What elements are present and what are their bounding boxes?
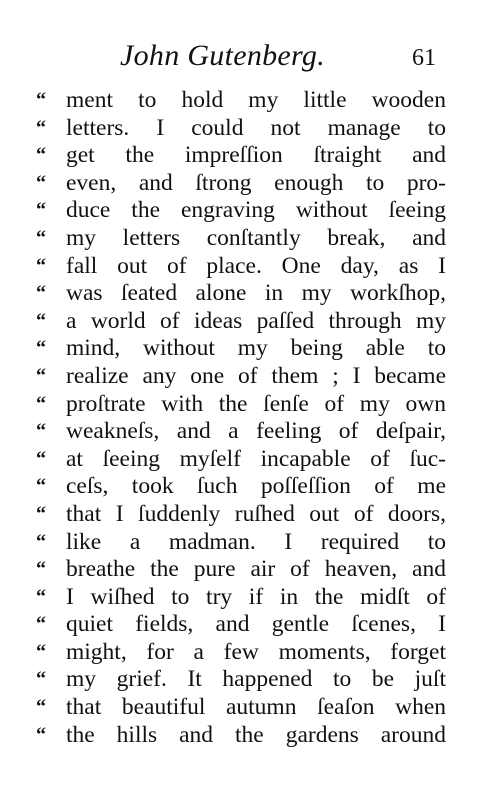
line-text: my letters conſtantly break, and — [66, 224, 446, 251]
line-text: at ſeeing myſelf incapable of ſuc- — [66, 445, 446, 472]
quotation-mark: “ — [36, 144, 46, 167]
line-text: proſtrate with the ſenſe of my own — [66, 390, 446, 417]
text-line — [0, 252, 491, 280]
text-line — [0, 528, 491, 556]
text-line — [0, 307, 491, 335]
text-line — [0, 114, 491, 142]
line-text: a world of ideas paſſed through my — [66, 307, 446, 334]
line-text: was ſeated alone in my workſhop, — [66, 280, 446, 307]
line-text: breathe the pure air of heaven, and — [66, 556, 446, 583]
line-text: ceſs, took ſuch poſſeſſion of me — [66, 473, 446, 500]
line-text: the hills and the gardens around — [66, 721, 446, 748]
text-line — [0, 500, 491, 528]
quotation-mark: “ — [36, 337, 46, 360]
text-line — [0, 583, 491, 611]
quotation-mark: “ — [36, 696, 46, 719]
running-title: John Gutenberg. — [120, 39, 326, 72]
quotation-mark: “ — [36, 309, 46, 332]
quotation-mark: “ — [36, 282, 46, 305]
quotation-mark: “ — [36, 392, 46, 415]
line-text: duce the engraving without ſeeing — [66, 197, 446, 224]
line-text: letters. I could not manage to — [66, 114, 446, 141]
text-line — [0, 224, 491, 252]
line-text: fall out of place. One day, as I — [66, 252, 446, 279]
text-line — [0, 169, 491, 197]
quotation-mark: “ — [36, 475, 46, 498]
quotation-mark: “ — [36, 502, 46, 525]
line-text: even, and ſtrong enough to pro- — [66, 169, 446, 196]
text-line — [0, 721, 491, 749]
quotation-mark: “ — [36, 254, 46, 277]
line-text: that I ſuddenly ruſhed out of doors, — [66, 500, 446, 527]
line-text: weakneſs, and a feeling of deſpair, — [66, 418, 446, 445]
text-line — [0, 693, 491, 721]
line-text: like a madman. I required to — [66, 528, 446, 555]
quotation-mark: “ — [36, 447, 46, 470]
line-text: ment to hold my little wooden — [66, 87, 446, 113]
quotation-mark: “ — [36, 723, 46, 746]
text-line — [0, 362, 491, 390]
text-line — [0, 417, 491, 445]
page-number: 61 — [412, 45, 436, 71]
quotation-mark: “ — [36, 364, 46, 387]
text-line — [0, 610, 491, 638]
text-line — [0, 334, 491, 362]
text-line — [0, 665, 491, 693]
quotation-mark: “ — [36, 420, 46, 443]
line-text: quiet fields, and gentle ſcenes, I — [66, 611, 446, 638]
quotation-mark: “ — [36, 226, 46, 249]
text-line — [0, 472, 491, 500]
text-line — [0, 390, 491, 418]
line-text: my grief. It happened to be juſt — [66, 666, 446, 693]
line-text: I wiſhed to try if in the midſt of — [66, 583, 446, 610]
text-line — [0, 196, 491, 224]
quotation-mark: “ — [36, 585, 46, 608]
quotation-mark: “ — [36, 89, 46, 111]
body-text — [0, 86, 491, 748]
line-text: might, for a few moments, forget — [66, 638, 446, 665]
text-line — [0, 638, 491, 666]
quotation-mark: “ — [36, 558, 46, 581]
quotation-mark: “ — [36, 530, 46, 553]
quotation-mark: “ — [36, 640, 46, 663]
page-header — [0, 36, 491, 76]
line-text: that beautiful autumn ſeaſon when — [66, 694, 446, 721]
quotation-mark: “ — [36, 171, 46, 194]
text-line — [0, 279, 491, 307]
quotation-mark: “ — [36, 668, 46, 691]
text-line — [0, 86, 491, 114]
text-line — [0, 141, 491, 169]
line-text: mind, without my being able to — [66, 335, 446, 362]
quotation-mark: “ — [36, 199, 46, 222]
text-line — [0, 445, 491, 473]
quotation-mark: “ — [36, 116, 46, 139]
quotation-mark: “ — [36, 613, 46, 636]
line-text: realize any one of them ; I became — [66, 362, 446, 389]
text-line — [0, 555, 491, 583]
line-text: get the impreſſion ſtraight and — [66, 142, 446, 169]
